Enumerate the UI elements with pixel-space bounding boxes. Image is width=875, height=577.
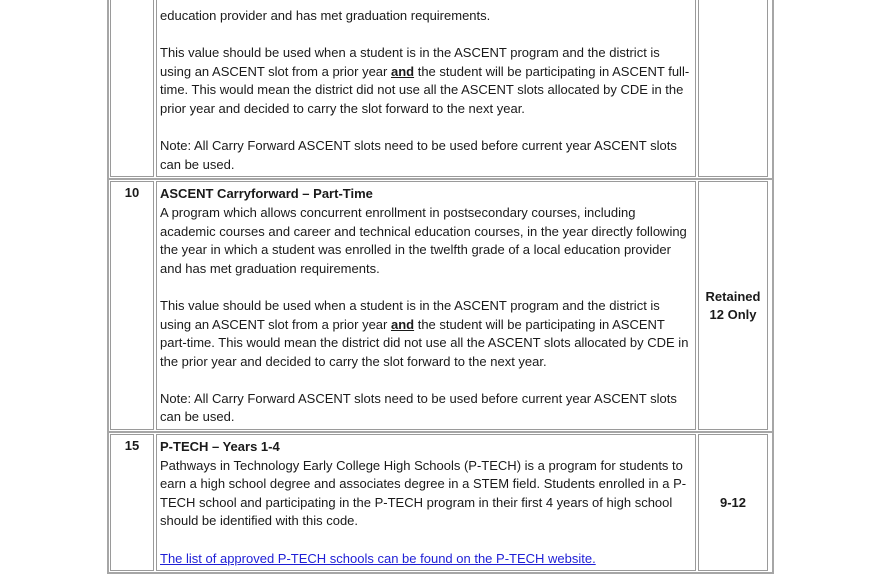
paragraph-spacer [160, 531, 691, 550]
grade-line-1: Retained [705, 289, 761, 305]
description-cell [156, 434, 696, 571]
paragraph-spacer [160, 278, 691, 297]
table-row [109, 180, 772, 433]
usage-emphasis: and [390, 63, 415, 79]
code-cell [110, 0, 154, 177]
code-cell: 10 [110, 181, 154, 430]
table-row [109, 433, 772, 572]
note-paragraph: Note: All Carry Forward ASCENT slots need to be used before current year ASCENT slots can be used. [160, 390, 677, 425]
note-paragraph: Note: All Carry Forward ASCENT slots need to be used before current year ASCENT slots can be used. [160, 138, 677, 172]
grade-line-2: 12 Only [709, 307, 757, 323]
table-row [109, 0, 772, 180]
program-title: P-TECH – Years 1-4 [160, 439, 280, 455]
usage-emphasis: and [390, 316, 415, 332]
grade-cell: 9-12 [698, 434, 768, 571]
usage-paragraph [160, 297, 691, 371]
usage-paragraph [160, 44, 691, 118]
paragraph-spacer [160, 119, 691, 138]
grade-cell [698, 0, 768, 177]
usage-text-after: the student will be participating in ASCENT full-time. This would mean the district did not use all the ASCENT slots allocated by CDE in the prior year and decided to carry the slot forward to the next year. [160, 63, 690, 116]
program-title: ASCENT Carryforward – Part-Time [160, 186, 373, 202]
usage-text-before: This value should be used when a student is in the ASCENT program and the district is using an ASCENT slot from a prior year [160, 45, 660, 79]
paragraph-spacer [160, 371, 691, 390]
description-cell [156, 0, 696, 177]
code-cell: 15 [110, 434, 154, 571]
paragraph-spacer [160, 26, 691, 45]
description-cell [156, 181, 696, 430]
grade-cell [698, 181, 768, 430]
grade-code-table [107, 0, 774, 574]
p-tech-website-link[interactable]: The list of approved P-TECH schools can be found on the P-TECH website. [160, 550, 596, 566]
description-intro: A program which allows concurrent enrollment in postsecondary courses, including academic courses and career and technical education courses, in the year directly following the year in which a student was enrolled in the twelfth grade of a local education provider and has met graduation requirements. [160, 204, 687, 276]
usage-text-before: This value should be used when a student is in the ASCENT program and the district is using an ASCENT slot from a prior year [160, 297, 660, 332]
description-intro: education provider and has met graduation requirements. [160, 8, 491, 23]
description-intro: Pathways in Technology Early College High Schools (P-TECH) is a program for students to earn a high school degree and associates degree in a STEM field. Students enrolled in a P-TECH school and participating in the P-TECH program in their first 4 years of high school should be identified with this code. [160, 457, 687, 529]
usage-text-after: the student will be participating in ASCENT part-time. This would mean the district did not use all the ASCENT slots allocated by CDE in the prior year and decided to carry the slot forward to the next year. [160, 316, 689, 369]
